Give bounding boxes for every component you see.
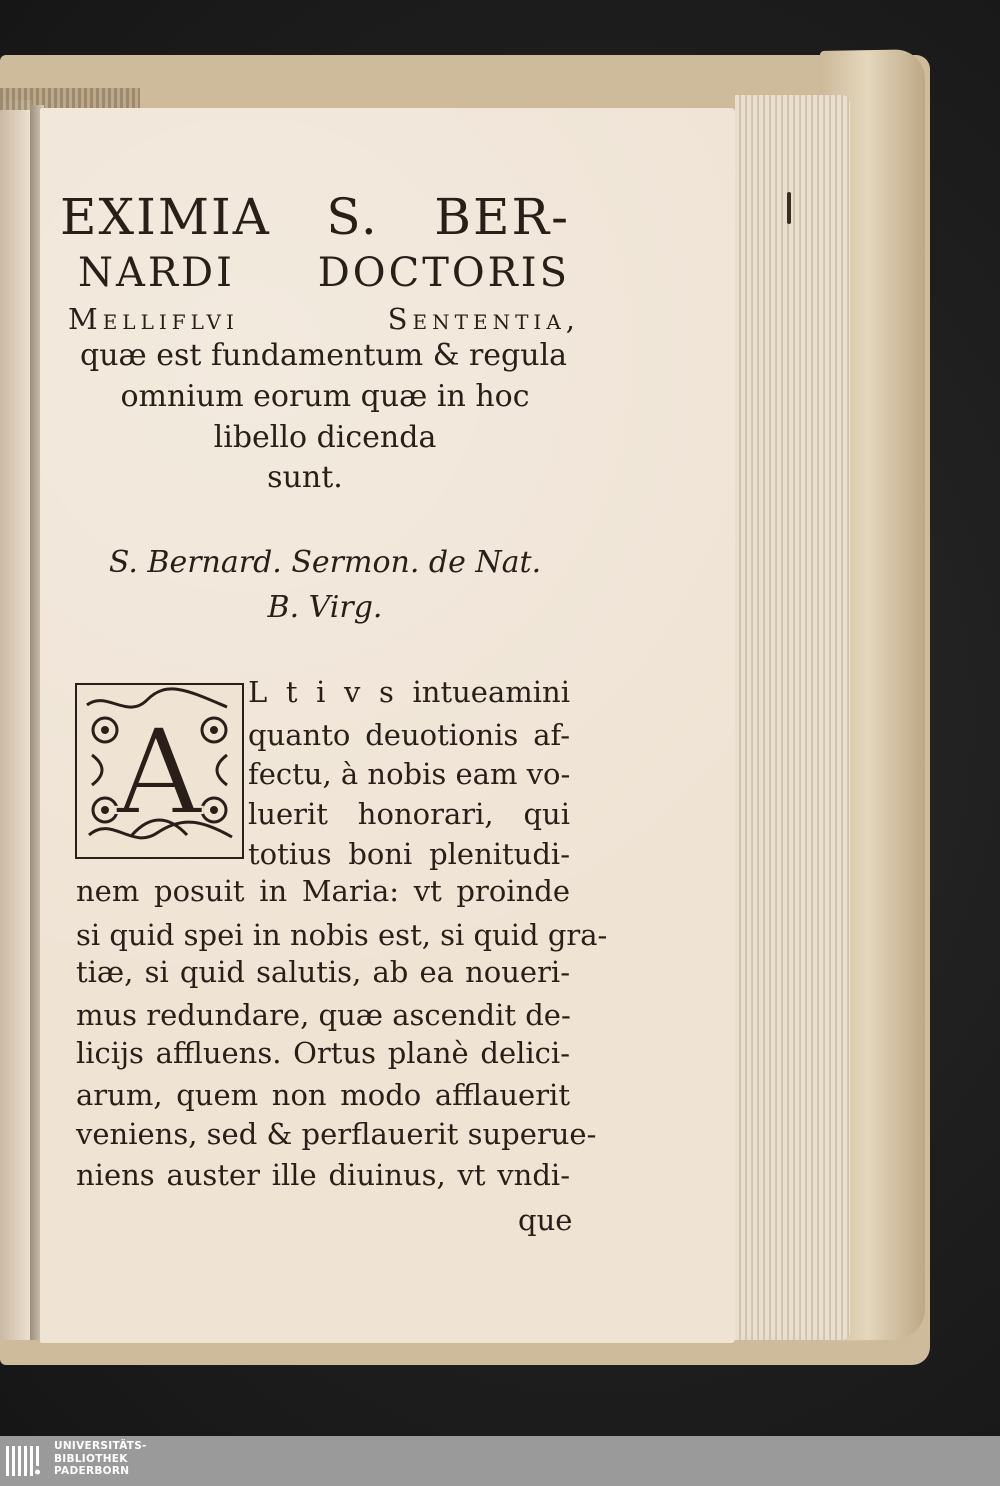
body-line: nem posuit in Maria: vt proinde bbox=[76, 874, 570, 908]
reference-line-1: S. Bernard. Sermon. de Nat. bbox=[108, 545, 542, 580]
heading-line-5: omnium eorum quæ in hoc bbox=[120, 379, 530, 414]
library-name bbox=[54, 1440, 147, 1478]
body-line: veniens, sed & perflauerit superue- bbox=[76, 1117, 597, 1151]
reference-line-2: B. Virg. bbox=[267, 590, 383, 625]
library-name-line-1: UNIVERSITÄTS- bbox=[54, 1440, 147, 1452]
heading-line-2: NARDI DOCTORIS bbox=[78, 250, 570, 296]
svg-text:A: A bbox=[116, 703, 202, 841]
body-line: L t i v s intueamini bbox=[248, 675, 570, 709]
left-page-edge bbox=[0, 100, 32, 1340]
heading-line-6: libello dicenda bbox=[213, 420, 437, 455]
heading-line-7: sunt. bbox=[267, 460, 343, 495]
body-line: luerit honorari, qui bbox=[248, 797, 570, 831]
binding-thread bbox=[0, 88, 140, 110]
heading-line-1: EXIMIA S. BER- bbox=[60, 188, 570, 246]
page-fore-edge bbox=[735, 95, 850, 1340]
footer-bar bbox=[0, 1436, 1000, 1486]
library-name-line-3: PADERBORN bbox=[54, 1465, 130, 1477]
body-line: mus redundare, quæ ascendit de- bbox=[76, 998, 571, 1032]
ornament-icon bbox=[77, 685, 242, 857]
body-line: licijs affluens. Ortus planè delici- bbox=[76, 1036, 570, 1070]
body-line: totius boni plenitudi- bbox=[248, 837, 570, 871]
page-marker bbox=[787, 192, 791, 224]
heading-line-4: quæ est fundamentum & regula bbox=[80, 338, 568, 373]
library-name-line-2: BIBLIOTHEK bbox=[54, 1452, 128, 1465]
heading-line-3: Melliflvi Sententia, bbox=[68, 302, 580, 336]
body-line: quanto deuotionis af- bbox=[248, 718, 570, 752]
library-logo-icon bbox=[6, 1442, 46, 1480]
body-line: fectu, à nobis eam vo- bbox=[248, 757, 571, 791]
decorated-initial bbox=[75, 683, 244, 859]
body-line: niens auster ille diuinus, vt vndi- bbox=[76, 1158, 570, 1192]
body-line: arum, quem non modo afflauerit bbox=[76, 1078, 570, 1112]
body-line: si quid spei in nobis est, si quid gra- bbox=[76, 918, 608, 952]
body-line: tiæ, si quid salutis, ab ea noueri- bbox=[76, 955, 570, 989]
catchword: que bbox=[518, 1203, 573, 1237]
